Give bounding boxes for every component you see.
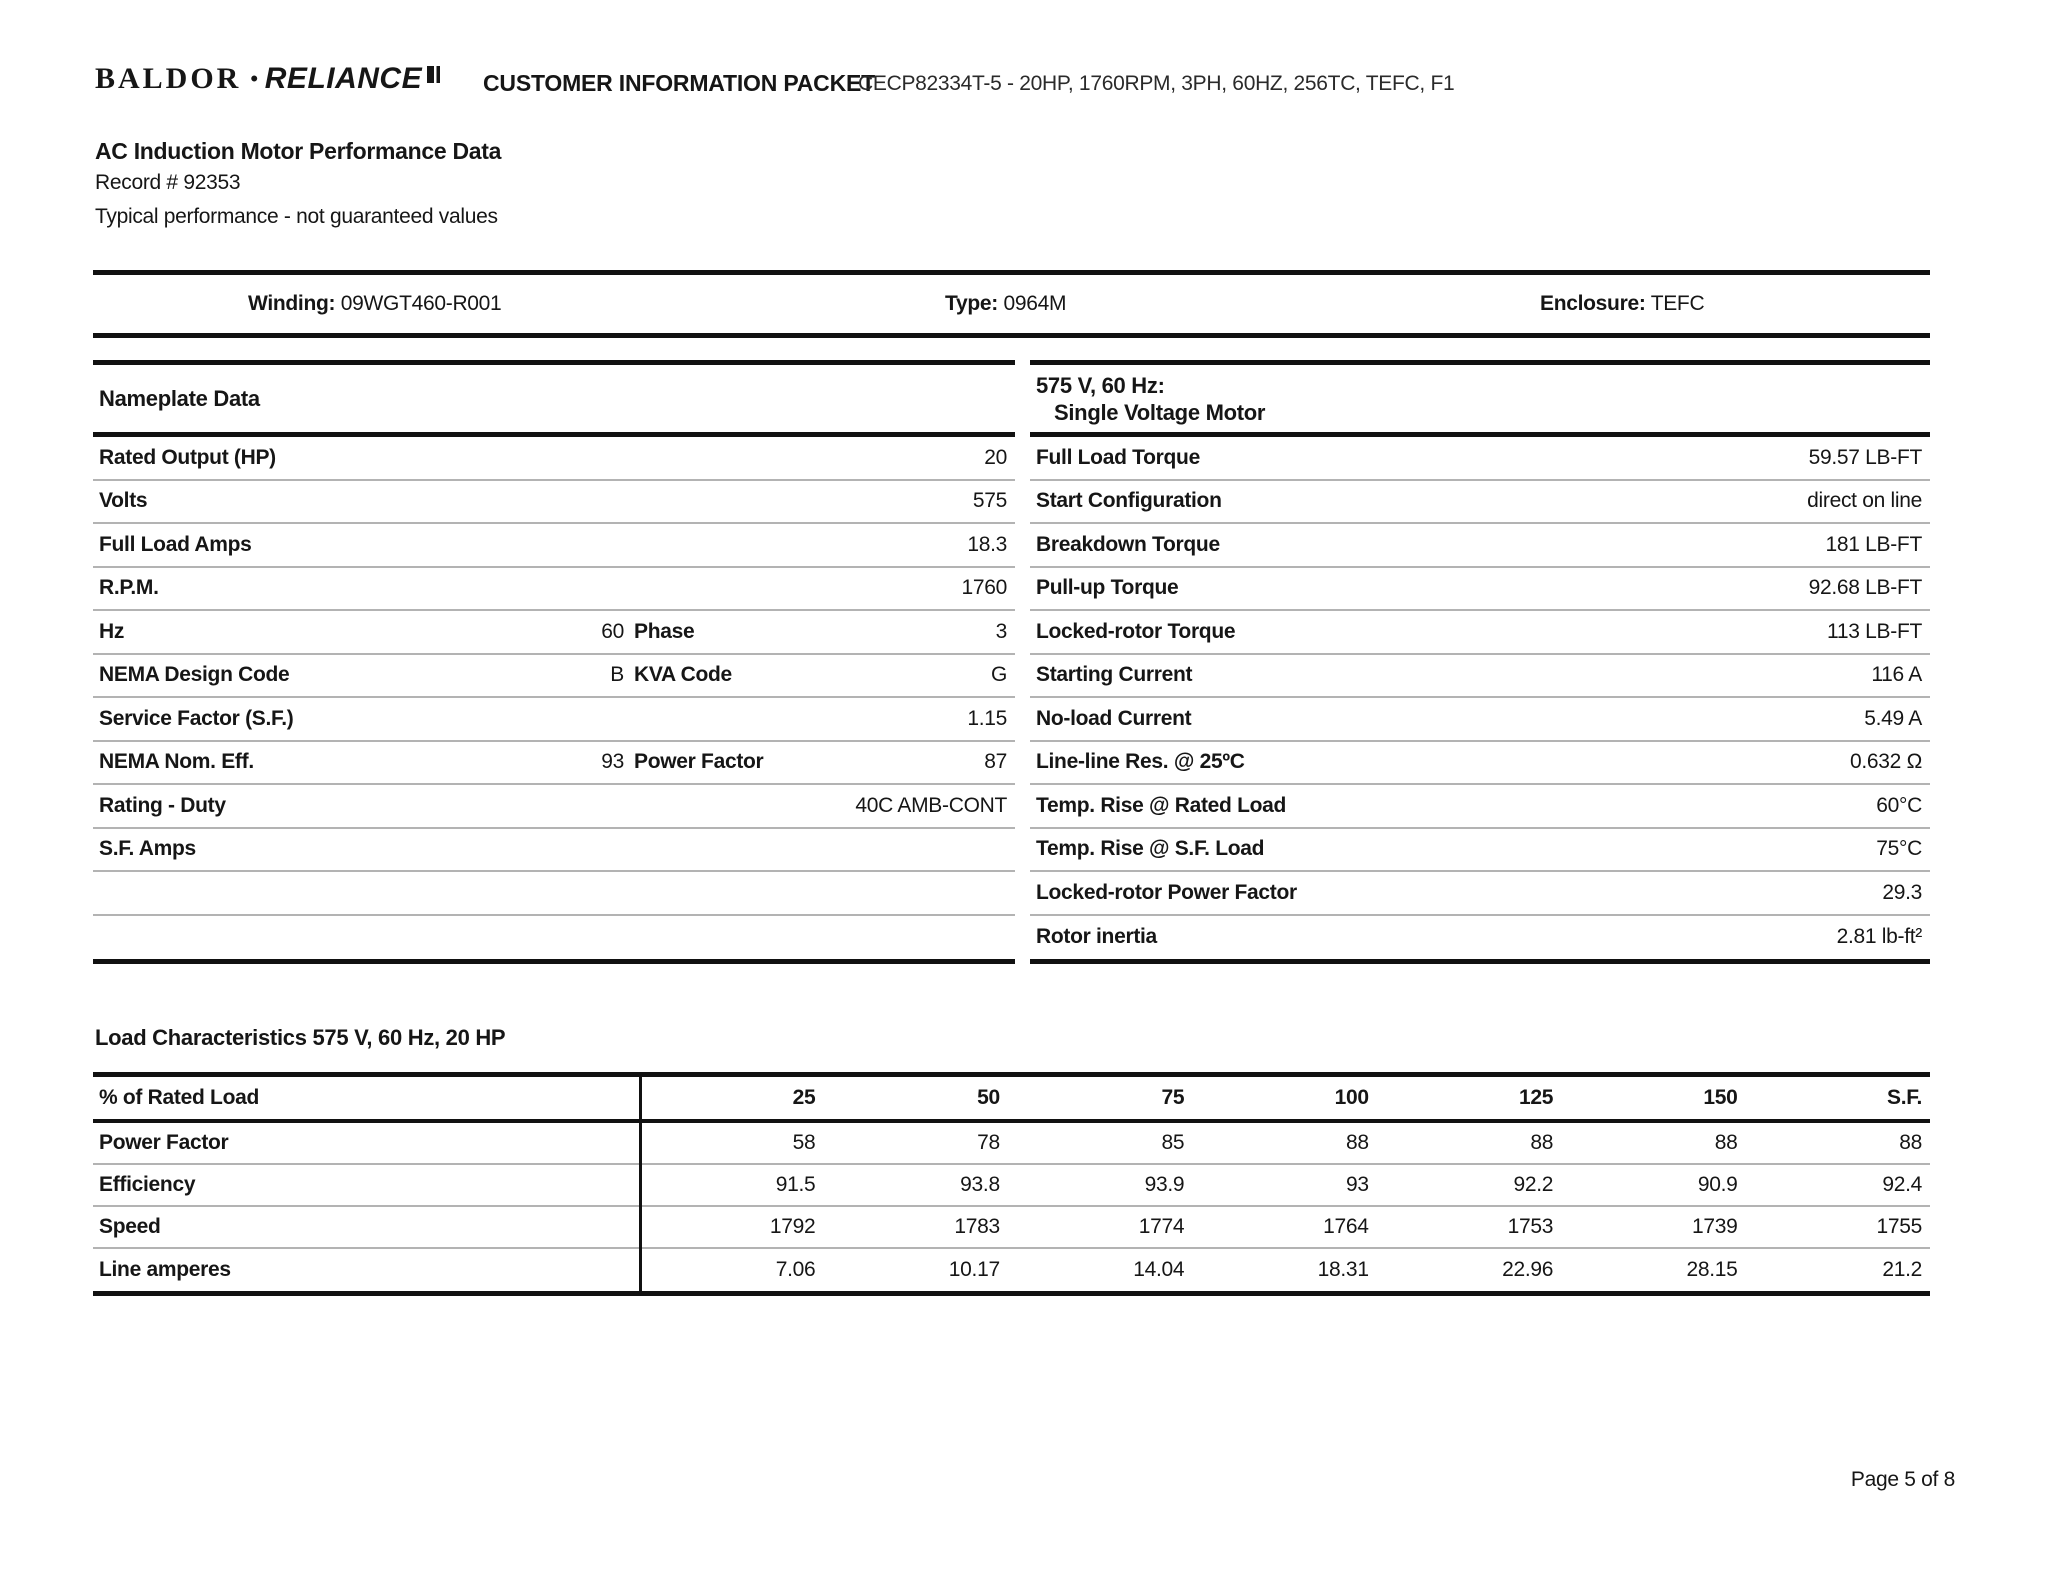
row-value: 40C AMB-CONT bbox=[855, 793, 1007, 817]
load-cell: 88 bbox=[1899, 1131, 1922, 1154]
load-col-header-label: % of Rated Load bbox=[99, 1086, 260, 1109]
load-row-label: Line amperes bbox=[99, 1258, 231, 1281]
load-row-label: Efficiency bbox=[99, 1173, 196, 1196]
nameplate-rows bbox=[93, 437, 1015, 959]
load-cell: 7.06 bbox=[775, 1258, 816, 1281]
winding-cell bbox=[248, 275, 501, 333]
row-label: Hz bbox=[99, 619, 125, 643]
load-row-label: Speed bbox=[99, 1215, 161, 1238]
table-row bbox=[1030, 568, 1930, 612]
performance-note: Typical performance - not guaranteed values bbox=[95, 205, 498, 228]
load-cell: 18.31 bbox=[1317, 1258, 1369, 1281]
table-row bbox=[93, 481, 1015, 525]
winding-value: 09WGT460-R001 bbox=[340, 292, 502, 315]
load-col-header: 75 bbox=[1161, 1086, 1185, 1109]
row-value: 20 bbox=[984, 445, 1007, 469]
load-table-row bbox=[93, 1165, 1930, 1207]
performance-header-line1: 575 V, 60 Hz: bbox=[1036, 372, 1165, 398]
row-value: 1.15 bbox=[967, 706, 1007, 730]
row-value: G bbox=[990, 663, 1007, 687]
row-value: 575 bbox=[972, 489, 1007, 513]
row-label: Rotor inertia bbox=[1036, 925, 1157, 949]
row-label: Rated Output (HP) bbox=[99, 445, 276, 469]
row-mid-value: B bbox=[610, 663, 624, 687]
winding-bar bbox=[93, 270, 1930, 338]
row-value: direct on line bbox=[1807, 489, 1922, 513]
row-label: R.P.M. bbox=[99, 576, 159, 600]
load-cell: 93 bbox=[1345, 1173, 1369, 1196]
row-value: 1760 bbox=[961, 576, 1007, 600]
row-label: Full Load Torque bbox=[1036, 445, 1200, 469]
load-cell: 92.2 bbox=[1513, 1173, 1554, 1196]
nameplate-table bbox=[93, 360, 1015, 964]
logo-trademark-icon bbox=[427, 66, 440, 83]
table-row bbox=[93, 568, 1015, 612]
nameplate-table-header bbox=[93, 365, 1015, 437]
table-row bbox=[93, 916, 1015, 960]
table-row bbox=[1030, 829, 1930, 873]
load-row-label: Power Factor bbox=[99, 1131, 229, 1154]
table-row bbox=[93, 872, 1015, 916]
table-row bbox=[93, 524, 1015, 568]
winding-label: Winding: bbox=[248, 292, 336, 315]
table-row bbox=[93, 785, 1015, 829]
row-mid-value: 93 bbox=[601, 750, 624, 774]
load-col-header: 100 bbox=[1334, 1086, 1369, 1109]
table-row bbox=[93, 742, 1015, 786]
table-row bbox=[1030, 872, 1930, 916]
row-value: 18.3 bbox=[967, 532, 1007, 556]
page-number: Page 5 of 8 bbox=[1850, 1468, 1955, 1491]
row-label: Locked-rotor Torque bbox=[1036, 619, 1236, 643]
load-cell: 93.8 bbox=[960, 1173, 1000, 1196]
table-row bbox=[1030, 437, 1930, 481]
load-col-header: S.F. bbox=[1887, 1086, 1922, 1109]
load-cell: 1753 bbox=[1507, 1215, 1554, 1238]
load-col-header: 150 bbox=[1703, 1086, 1738, 1109]
type-cell bbox=[945, 275, 1066, 333]
table-row bbox=[93, 655, 1015, 699]
logo-baldor-text: BALDOR bbox=[95, 62, 242, 95]
enclosure-cell bbox=[1540, 275, 1704, 333]
row-value: 87 bbox=[984, 750, 1007, 774]
load-cell: 22.96 bbox=[1502, 1258, 1554, 1281]
table-row bbox=[1030, 655, 1930, 699]
load-cell: 21.2 bbox=[1882, 1258, 1922, 1281]
table-row bbox=[1030, 742, 1930, 786]
row-label: Start Configuration bbox=[1036, 489, 1222, 513]
load-col-header: 50 bbox=[977, 1086, 1000, 1109]
row-value: 2.81 lb-ft² bbox=[1836, 925, 1922, 949]
load-table-row bbox=[93, 1249, 1930, 1291]
load-table-header-row bbox=[93, 1077, 1930, 1123]
load-col-header: 25 bbox=[792, 1086, 816, 1109]
nameplate-header-title: Nameplate Data bbox=[99, 386, 260, 411]
load-table-rows bbox=[93, 1123, 1930, 1291]
row-value: 29.3 bbox=[1882, 880, 1922, 904]
row-value: 59.57 LB-FT bbox=[1808, 445, 1922, 469]
row-label: Volts bbox=[99, 489, 148, 513]
row-label: Temp. Rise @ Rated Load bbox=[1036, 793, 1287, 817]
load-cell: 85 bbox=[1161, 1131, 1185, 1154]
row-mid-label: Power Factor bbox=[634, 750, 764, 774]
row-value: 113 LB-FT bbox=[1827, 619, 1922, 643]
row-value: 181 LB-FT bbox=[1825, 532, 1922, 556]
enclosure-value: TEFC bbox=[1650, 292, 1705, 315]
table-row bbox=[93, 611, 1015, 655]
load-cell: 88 bbox=[1345, 1131, 1369, 1154]
load-cell: 1764 bbox=[1323, 1215, 1369, 1238]
table-row bbox=[1030, 698, 1930, 742]
row-value: 75°C bbox=[1876, 837, 1922, 861]
row-mid-label: Phase bbox=[634, 619, 695, 643]
table-row bbox=[93, 437, 1015, 481]
load-cell: 93.9 bbox=[1144, 1173, 1185, 1196]
logo-bullet-icon: • bbox=[250, 66, 258, 91]
row-label: S.F. Amps bbox=[99, 837, 196, 861]
column-divider bbox=[639, 1077, 642, 1291]
row-label: Service Factor (S.F.) bbox=[99, 706, 294, 730]
row-label: Full Load Amps bbox=[99, 532, 252, 556]
row-value: 3 bbox=[995, 619, 1007, 643]
load-cell: 1739 bbox=[1692, 1215, 1738, 1238]
packet-title: CUSTOMER INFORMATION PACKET bbox=[483, 70, 875, 96]
row-label: Starting Current bbox=[1036, 663, 1193, 687]
load-cell: 28.15 bbox=[1686, 1258, 1738, 1281]
type-value: 0964M bbox=[1003, 292, 1067, 315]
load-cell: 14.04 bbox=[1133, 1258, 1185, 1281]
table-row bbox=[1030, 916, 1930, 960]
load-cell: 1792 bbox=[769, 1215, 816, 1238]
load-cell: 91.5 bbox=[775, 1173, 816, 1196]
page-title: AC Induction Motor Performance Data bbox=[95, 138, 502, 164]
row-label: Pull-up Torque bbox=[1036, 576, 1179, 600]
row-label: Locked-rotor Power Factor bbox=[1036, 880, 1297, 904]
logo-reliance-text: RELIANCE bbox=[264, 62, 423, 95]
load-cell: 88 bbox=[1714, 1131, 1738, 1154]
type-label: Type: bbox=[945, 292, 998, 315]
enclosure-label: Enclosure: bbox=[1540, 292, 1646, 315]
row-value: 0.632 Ω bbox=[1850, 750, 1922, 774]
load-cell: 78 bbox=[977, 1131, 1000, 1154]
load-cell: 1783 bbox=[954, 1215, 1000, 1238]
load-col-header: 125 bbox=[1519, 1086, 1554, 1109]
load-cell: 10.17 bbox=[948, 1258, 1000, 1281]
load-table-row bbox=[93, 1207, 1930, 1249]
row-label: NEMA Design Code bbox=[99, 663, 290, 687]
load-table-row bbox=[93, 1123, 1930, 1165]
performance-table bbox=[1030, 360, 1930, 964]
table-row bbox=[1030, 481, 1930, 525]
load-cell: 1755 bbox=[1876, 1215, 1922, 1238]
table-row bbox=[93, 829, 1015, 873]
row-value: 116 A bbox=[1871, 663, 1922, 687]
header-logo bbox=[95, 62, 440, 96]
row-mid-value: 60 bbox=[601, 619, 624, 643]
row-label: Rating - Duty bbox=[99, 793, 226, 817]
table-row bbox=[1030, 524, 1930, 568]
load-cell: 90.9 bbox=[1697, 1173, 1738, 1196]
performance-table-header bbox=[1030, 365, 1930, 437]
row-value: 60°C bbox=[1876, 793, 1922, 817]
row-value: 5.49 A bbox=[1864, 706, 1922, 730]
record-number: Record # 92353 bbox=[95, 171, 241, 194]
performance-header-line2: Single Voltage Motor bbox=[1054, 399, 1266, 425]
table-row bbox=[93, 698, 1015, 742]
row-mid-label: KVA Code bbox=[634, 663, 732, 687]
load-cell: 92.4 bbox=[1882, 1173, 1922, 1196]
row-value: 92.68 LB-FT bbox=[1808, 576, 1922, 600]
title-block bbox=[95, 136, 501, 233]
catalog-spec-line: CECP82334T-5 - 20HP, 1760RPM, 3PH, 60HZ, 256TC, TEFC, F1 bbox=[858, 72, 1455, 95]
row-label: Line-line Res. @ 25ºC bbox=[1036, 750, 1245, 774]
load-cell: 58 bbox=[792, 1131, 816, 1154]
row-label: NEMA Nom. Eff. bbox=[99, 750, 254, 774]
performance-rows bbox=[1030, 437, 1930, 959]
row-label: No-load Current bbox=[1036, 706, 1192, 730]
load-cell: 1774 bbox=[1138, 1215, 1185, 1238]
load-characteristics-title: Load Characteristics 575 V, 60 Hz, 20 HP bbox=[95, 1025, 506, 1050]
table-row bbox=[1030, 785, 1930, 829]
load-cell: 88 bbox=[1530, 1131, 1554, 1154]
row-label: Temp. Rise @ S.F. Load bbox=[1036, 837, 1265, 861]
row-label: Breakdown Torque bbox=[1036, 532, 1220, 556]
table-row bbox=[1030, 611, 1930, 655]
load-characteristics-table bbox=[93, 1072, 1930, 1296]
